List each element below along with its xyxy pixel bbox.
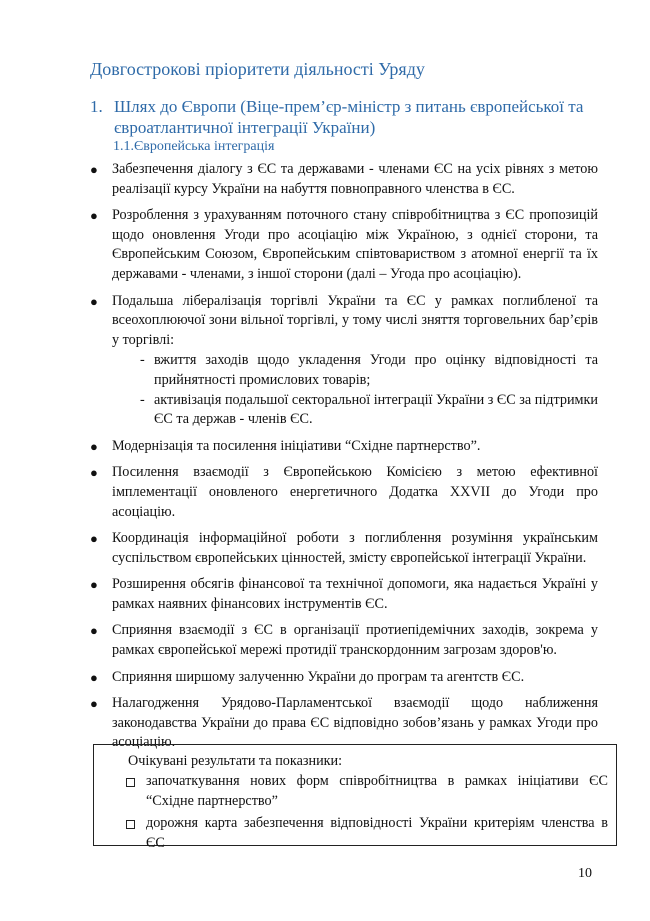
list-item-text: Модернізація та посилення ініціативи “Східне партнерство”. <box>112 437 481 454</box>
sub-list <box>112 351 598 429</box>
sub-list-item-text: активізація подальшої секторальної інтеграції України з ЄС за підтримки ЄС та держав - членів ЄС. <box>154 391 599 428</box>
list-item-text: Забезпечення діалогу з ЄС та державами - членами ЄС на усіх рівнях з метою реалізації курсу України на набуття повноправного членства в ЄС. <box>112 161 598 197</box>
bullet-icon: ● <box>90 293 98 309</box>
results-item <box>124 814 608 853</box>
list-item <box>88 529 598 568</box>
dash-icon: - <box>140 391 145 408</box>
list-item <box>88 668 598 688</box>
list-item-text: Посилення взаємодії з Європейською Комісією з метою ефективної імплементації оновленого енергетичного Додатка XXVII до Угоди про асоціацію. <box>112 464 598 520</box>
bullet-icon: ● <box>90 577 98 593</box>
sub-list-item-text: вжиття заходів щодо укладення Угоди про оцінку відповідності та прийнятності промислових товарів; <box>154 352 598 388</box>
list-item <box>88 206 598 284</box>
dash-icon: - <box>140 352 145 369</box>
list-item-text: Налагодження Урядово-Парламентської взаємодії щодо наближення законодавства України до права ЄС відповідно зобов’язань у рамках Угоди про асоціацію. <box>112 695 598 751</box>
document-heading: Довгострокові пріоритети діяльності Уряду <box>90 59 425 79</box>
section-title: Шлях до Європи (Віце-прем’єр-міністр з питань європейської та євроатлантичної інтеграції України) <box>114 97 584 137</box>
list-item <box>88 160 598 199</box>
bullet-icon: ● <box>90 438 98 454</box>
list-item <box>88 575 598 614</box>
section-heading <box>90 96 620 138</box>
sub-list-item <box>112 351 598 390</box>
expected-results-box <box>93 744 617 851</box>
page-number: 10 <box>578 866 592 881</box>
list-item-text: Сприяння взаємодії з ЄС в організації протиепідемічних заходів, зокрема у рамках європейської мережі протидії транскордонним загрозам здоров'ю. <box>112 622 598 659</box>
list-item-text: Сприяння ширшому залученню України до програм та агентств ЄС. <box>112 668 525 685</box>
list-item-text: Координація інформаційної роботи з поглиблення розуміння українським суспільством європейських цінностей, змісту європейської інтеграції України. <box>112 530 598 566</box>
results-item <box>124 772 608 811</box>
bullet-icon: ● <box>90 465 98 481</box>
bullet-icon: ● <box>90 623 98 639</box>
bullet-icon: ● <box>90 669 98 685</box>
priority-list <box>88 160 598 760</box>
list-item <box>88 437 598 457</box>
checkbox-square-icon <box>126 820 135 829</box>
list-item-text: Розроблення з урахуванням поточного стану співробітництва з ЄС пропозицій щодо оновлення Угоди про асоціацію між Україною, з однієї сторони, та Європейським Союзом, Європейським співтовариством з атомної енергії та їх державами - членами, з іншої сторони (далі – Угода про асоціацію). <box>112 207 598 282</box>
list-item <box>88 463 598 522</box>
results-list <box>124 772 608 856</box>
bullet-icon: ● <box>90 162 98 177</box>
sub-list-item <box>112 391 598 430</box>
section-number: 1. <box>90 97 103 116</box>
subsection-heading: 1.1.Європейська інтеграція <box>113 139 275 154</box>
bullet-icon: ● <box>90 208 98 224</box>
bullet-icon: ● <box>90 531 98 547</box>
results-item-text: дорожня карта забезпечення відповідності України критеріям членства в ЄС <box>146 815 608 851</box>
results-title: Очікувані результати та показники: <box>128 753 343 769</box>
checkbox-square-icon <box>126 778 135 787</box>
list-item <box>88 621 598 660</box>
list-item-text: Подальша лібералізація торгівлі України та ЄС у рамках поглибленої та всеохоплюючої зони вільної торгівлі, у тому числі зняття торговельних бар’єрів у торгівлі: <box>112 292 598 348</box>
results-item-text: започаткування нових форм співробітництва в рамках ініціативи ЄС “Східне партнерство” <box>146 773 608 809</box>
list-item-text: Розширення обсягів фінансової та технічної допомоги, яка надається Україні у рамках наявних фінансових інструментів ЄС. <box>112 576 598 612</box>
bullet-icon: ● <box>90 696 98 712</box>
list-item <box>88 292 598 430</box>
